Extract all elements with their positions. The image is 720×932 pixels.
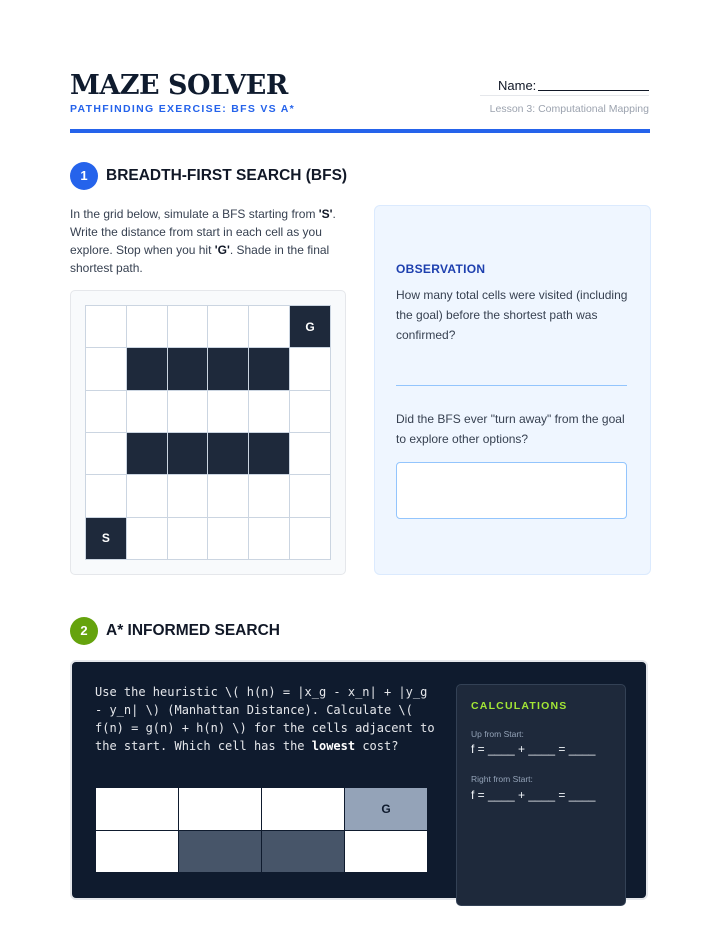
section-2-badge: 2: [70, 617, 98, 645]
grid-cell[interactable]: [249, 518, 290, 560]
grid-cell[interactable]: [249, 306, 290, 348]
wall-cell[interactable]: [127, 433, 168, 475]
name-label: Name:: [498, 78, 537, 93]
wall-cell[interactable]: [249, 433, 290, 475]
page-subtitle: PATHFINDING EXERCISE: BFS VS A*: [70, 103, 296, 115]
wall-cell[interactable]: [168, 433, 209, 475]
grid-cell[interactable]: [168, 518, 209, 560]
up-from-start-equation[interactable]: f = ____ + ____ = ____: [471, 742, 596, 756]
grid-cell[interactable]: [208, 475, 249, 517]
grid-cell[interactable]: [208, 306, 249, 348]
goal-cell[interactable]: G: [290, 306, 331, 348]
grid-cell[interactable]: [345, 831, 428, 874]
calculations-title: CALCULATIONS: [471, 700, 568, 712]
wall-cell[interactable]: [208, 348, 249, 390]
grid-cell[interactable]: [96, 788, 179, 831]
bfs-instructions: In the grid below, simulate a BFS starting from 'S'. Write the distance from start in each cell as you explore. Stop when you hit 'G'. Shade in the final shortest path.: [70, 207, 336, 275]
header-rule: [70, 129, 650, 133]
answer-line-1[interactable]: [396, 385, 627, 386]
section-2-title: A* INFORMED SEARCH: [106, 622, 280, 639]
wall-cell[interactable]: [262, 831, 345, 874]
wall-cell[interactable]: [168, 348, 209, 390]
grid-cell[interactable]: [168, 391, 209, 433]
answer-box-2[interactable]: [396, 462, 627, 519]
grid-cell[interactable]: [127, 518, 168, 560]
grid-cell[interactable]: [262, 788, 345, 831]
lesson-label: Lesson 3: Computational Mapping: [489, 103, 649, 115]
grid-cell[interactable]: [249, 391, 290, 433]
grid-cell[interactable]: [168, 306, 209, 348]
goal-cell[interactable]: G: [345, 788, 428, 831]
astar-instructions: Use the heuristic \( h(n) = |x_g - x_n| + |y_g - y_n| \) (Manhattan Distance). Calculate \( f(n) = g(n) + h(n) \) for the cells adjacent to the start. Which cell has the lowest cost?: [95, 685, 442, 753]
start-cell[interactable]: S: [86, 518, 127, 560]
grid-cell[interactable]: [86, 433, 127, 475]
grid-cell[interactable]: [179, 788, 262, 831]
grid-cell[interactable]: [208, 391, 249, 433]
wall-cell[interactable]: [208, 433, 249, 475]
grid-cell[interactable]: [96, 831, 179, 874]
wall-cell[interactable]: [249, 348, 290, 390]
grid-cell[interactable]: [86, 306, 127, 348]
right-from-start-label: Right from Start:: [471, 774, 533, 784]
grid-cell[interactable]: [290, 433, 331, 475]
page-title: MAZE SOLVER: [70, 70, 288, 101]
grid-cell[interactable]: [290, 348, 331, 390]
section-1-title: BREADTH-FIRST SEARCH (BFS): [106, 167, 348, 184]
lesson-divider: [480, 95, 649, 96]
grid-cell[interactable]: [127, 391, 168, 433]
observation-question-2: Did the BFS ever "turn away" from the goal to explore other options?: [396, 412, 625, 446]
grid-cell[interactable]: [249, 475, 290, 517]
grid-cell[interactable]: [86, 348, 127, 390]
grid-cell[interactable]: [127, 306, 168, 348]
observation-title: OBSERVATION: [396, 262, 486, 276]
grid-cell[interactable]: [86, 391, 127, 433]
observation-question-1: How many total cells were visited (including the goal) before the shortest path was confirmed?: [396, 288, 628, 342]
astar-grid: [95, 787, 428, 873]
bfs-maze-grid: [85, 305, 331, 560]
up-from-start-label: Up from Start:: [471, 729, 524, 739]
grid-cell[interactable]: [290, 391, 331, 433]
name-line[interactable]: [538, 90, 649, 91]
section-1-badge: 1: [70, 162, 98, 190]
grid-cell[interactable]: [86, 475, 127, 517]
right-from-start-equation[interactable]: f = ____ + ____ = ____: [471, 788, 596, 802]
wall-cell[interactable]: [179, 831, 262, 874]
grid-cell[interactable]: [208, 518, 249, 560]
wall-cell[interactable]: [127, 348, 168, 390]
observation-card: [374, 205, 651, 575]
grid-cell[interactable]: [290, 475, 331, 517]
grid-cell[interactable]: [127, 475, 168, 517]
grid-cell[interactable]: [290, 518, 331, 560]
grid-cell[interactable]: [168, 475, 209, 517]
